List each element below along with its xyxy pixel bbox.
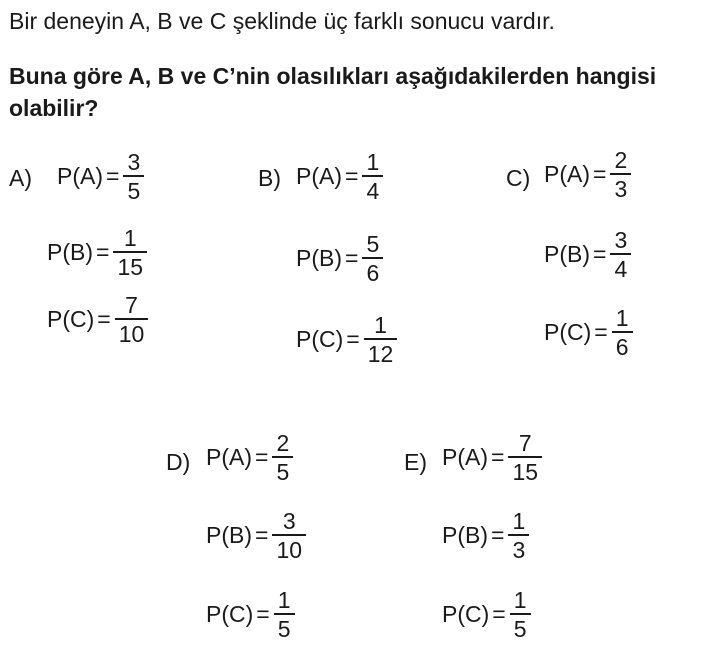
option-c-eq-pb (544, 228, 631, 281)
numerator: 1 (366, 149, 380, 175)
equals-sign: = (346, 325, 360, 352)
fraction-bar (364, 338, 398, 340)
fraction-bar (272, 456, 293, 458)
numerator: 5 (366, 231, 380, 257)
option-b-eq-pc (296, 313, 397, 366)
option-e-letter[interactable]: E) (404, 449, 427, 475)
denominator: 4 (366, 177, 380, 204)
numerator: 7 (125, 292, 138, 318)
denominator: 15 (117, 253, 144, 280)
denominator: 5 (127, 177, 141, 204)
denominator: 10 (118, 320, 145, 347)
denominator: 5 (277, 615, 291, 642)
option-d-eq-pa (206, 431, 293, 484)
question-stem: Bir deneyin A, B ve C şeklinde üç farklı sonucu vardır. (9, 8, 555, 34)
question-prompt: Buna göre A, B ve C’nin olasılıkları aşağıdakilerden hangisi olabilir? (9, 63, 657, 121)
fraction-bar (510, 613, 531, 615)
numerator: 2 (614, 147, 628, 173)
option-a-eq-pc (47, 293, 148, 346)
numerator: 1 (513, 587, 527, 613)
fraction-bar (508, 456, 542, 458)
option-a-eq-pa (57, 150, 144, 203)
fraction (362, 232, 383, 285)
fraction (272, 431, 293, 484)
eq-lhs: P(A) (296, 162, 342, 189)
fraction-bar (113, 251, 147, 253)
eq-lhs: P(A) (206, 443, 252, 470)
denominator: 6 (615, 333, 629, 360)
denominator: 6 (366, 259, 380, 286)
fraction (508, 509, 529, 562)
fraction (364, 313, 398, 366)
fraction (508, 431, 542, 484)
numerator: 3 (614, 227, 628, 253)
denominator: 12 (367, 340, 394, 367)
equals-sign: = (491, 443, 505, 470)
numerator: 1 (615, 305, 629, 331)
fraction-bar (272, 534, 306, 536)
numerator: 1 (123, 225, 137, 251)
denominator: 3 (512, 536, 526, 563)
numerator: 1 (277, 587, 291, 613)
eq-lhs: P(A) (57, 162, 103, 189)
fraction (610, 148, 631, 201)
equals-sign: = (345, 162, 359, 189)
numerator: 1 (374, 312, 387, 338)
fraction-bar (612, 331, 633, 333)
fraction-bar (508, 534, 529, 536)
numerator: 3 (127, 149, 141, 175)
eq-lhs: P(C) (544, 318, 592, 345)
option-b-eq-pb (296, 232, 383, 285)
eq-lhs: P(B) (47, 238, 93, 265)
eq-lhs: P(B) (296, 244, 342, 271)
eq-lhs: P(C) (206, 600, 254, 627)
option-d-eq-pb (206, 509, 306, 562)
eq-lhs: P(C) (442, 600, 490, 627)
option-e-eq-pc (442, 588, 531, 641)
denominator: 5 (513, 615, 527, 642)
equals-sign: = (593, 240, 607, 267)
eq-lhs: P(B) (544, 240, 590, 267)
equals-sign: = (96, 238, 110, 265)
denominator: 10 (276, 536, 303, 563)
option-a-eq-pb (47, 226, 147, 279)
fraction (123, 150, 144, 203)
numerator: 2 (276, 430, 290, 456)
fraction (274, 588, 295, 641)
eq-lhs: P(C) (296, 325, 344, 352)
fraction-bar (362, 257, 383, 259)
option-a-letter[interactable]: A) (9, 165, 32, 191)
option-d-eq-pc (206, 588, 295, 641)
fraction (362, 150, 383, 203)
denominator: 4 (614, 255, 628, 282)
fraction (113, 226, 147, 279)
eq-lhs: P(C) (47, 305, 95, 332)
denominator: 5 (276, 458, 290, 485)
fraction-bar (610, 253, 631, 255)
numerator: 7 (518, 430, 532, 456)
option-b-eq-pa (296, 150, 383, 203)
numerator: 3 (282, 508, 296, 534)
fraction-bar (115, 318, 149, 320)
equals-sign: = (594, 318, 608, 345)
equals-sign: = (256, 600, 270, 627)
fraction-bar (123, 175, 144, 177)
equals-sign: = (97, 305, 111, 332)
equals-sign: = (492, 600, 506, 627)
fraction-bar (274, 613, 295, 615)
eq-lhs: P(A) (442, 443, 488, 470)
equals-sign: = (106, 162, 120, 189)
denominator: 15 (512, 458, 539, 485)
fraction (612, 306, 633, 359)
fraction-bar (362, 175, 383, 177)
eq-lhs: P(B) (206, 521, 252, 548)
equals-sign: = (593, 160, 607, 187)
option-c-eq-pa (544, 148, 631, 201)
eq-lhs: P(B) (442, 521, 488, 548)
equals-sign: = (345, 244, 359, 271)
fraction (510, 588, 531, 641)
numerator: 1 (512, 508, 526, 534)
fraction (610, 228, 631, 281)
fraction-bar (610, 173, 631, 175)
option-c-letter[interactable]: C) (506, 165, 531, 191)
equals-sign: = (255, 521, 269, 548)
fraction (272, 509, 306, 562)
option-d-letter[interactable]: D) (166, 449, 191, 475)
option-c-eq-pc (544, 306, 633, 359)
option-e-eq-pa (442, 431, 542, 484)
equals-sign: = (255, 443, 269, 470)
denominator: 3 (614, 175, 628, 202)
option-e-eq-pb (442, 509, 529, 562)
equals-sign: = (491, 521, 505, 548)
option-b-letter[interactable]: B) (258, 165, 281, 191)
fraction (115, 293, 149, 346)
eq-lhs: P(A) (544, 160, 590, 187)
